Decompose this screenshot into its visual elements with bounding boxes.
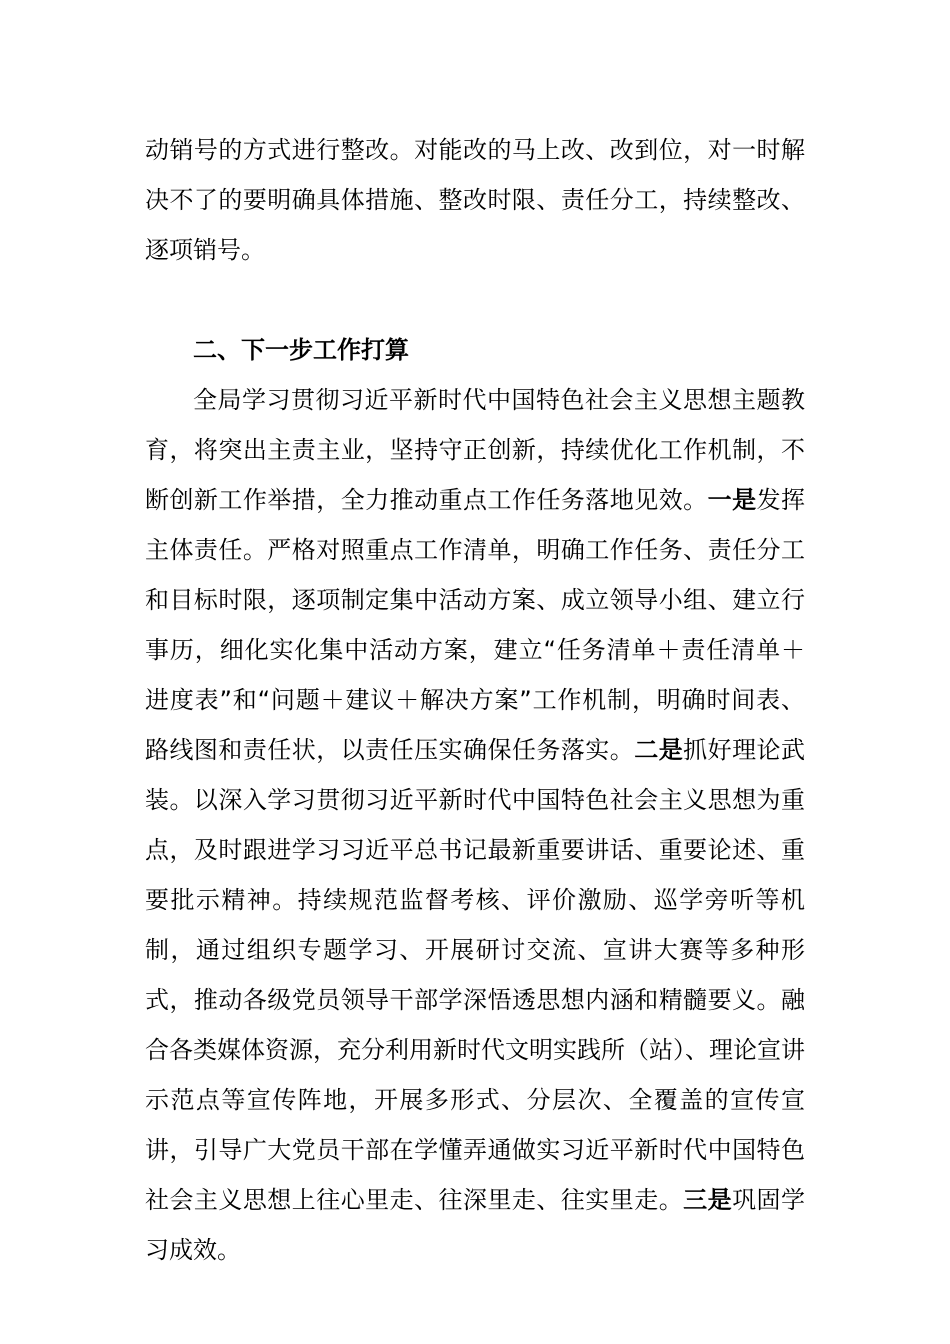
point-1-label: 一是: [707, 486, 757, 514]
point-1-text: 发挥主体责任。严格对照重点工作清单，明确工作任务、责任分工和目标时限，逐项制定集中活动方案、成立领导小组、建立行事历，细化实化集中活动方案，建立“任务清单＋责任清单＋进度表”和“问题＋建议＋解决方案”工作机制，明确时间表、路线图和责任状，以责任压实确保任务落实。: [145, 486, 806, 764]
point-3-text: 巩固学习成效。: [145, 1186, 806, 1264]
paragraph-gap: [145, 275, 805, 325]
paragraph-continued: 动销号的方式进行整改。对能改的马上改、改到位，对一时解决不了的要明确具体措施、整改时限、责任分工，持续整改、逐项销号。: [145, 136, 805, 264]
paragraph-intro: 全局学习贯彻习近平新时代中国特色社会主义思想主题教育，将突出主责主业，坚持守正创新，持续优化工作机制，不断创新工作举措，全力推动重点工作任务落地见效。: [145, 386, 805, 514]
point-2-label: 二是: [634, 736, 684, 764]
paragraph-next-steps: [145, 375, 805, 1275]
point-2-text: 抓好理论武装。以深入学习贯彻习近平新时代中国特色社会主义思想为重点，及时跟进学习习近平总书记最新重要讲话、重要论述、重要批示精神。持续规范监督考核、评价激励、巡学旁听等机制，通过组织专题学习、开展研讨交流、宣讲大赛等多种形式，推动各级党员领导干部学深悟透思想内涵和精髓要义。融合各类媒体资源，充分利用新时代文明实践所（站）、理论宣讲示范点等宣传阵地，开展多形式、分层次、全覆盖的宣传宣讲，引导广大党员干部在学懂弄通做实习近平新时代中国特色社会主义思想上往心里走、往深里走、往实里走。: [145, 736, 806, 1214]
document-page: [145, 125, 805, 1275]
section-heading: 二、下一步工作打算: [193, 336, 409, 364]
point-3-label: 三是: [683, 1186, 733, 1214]
